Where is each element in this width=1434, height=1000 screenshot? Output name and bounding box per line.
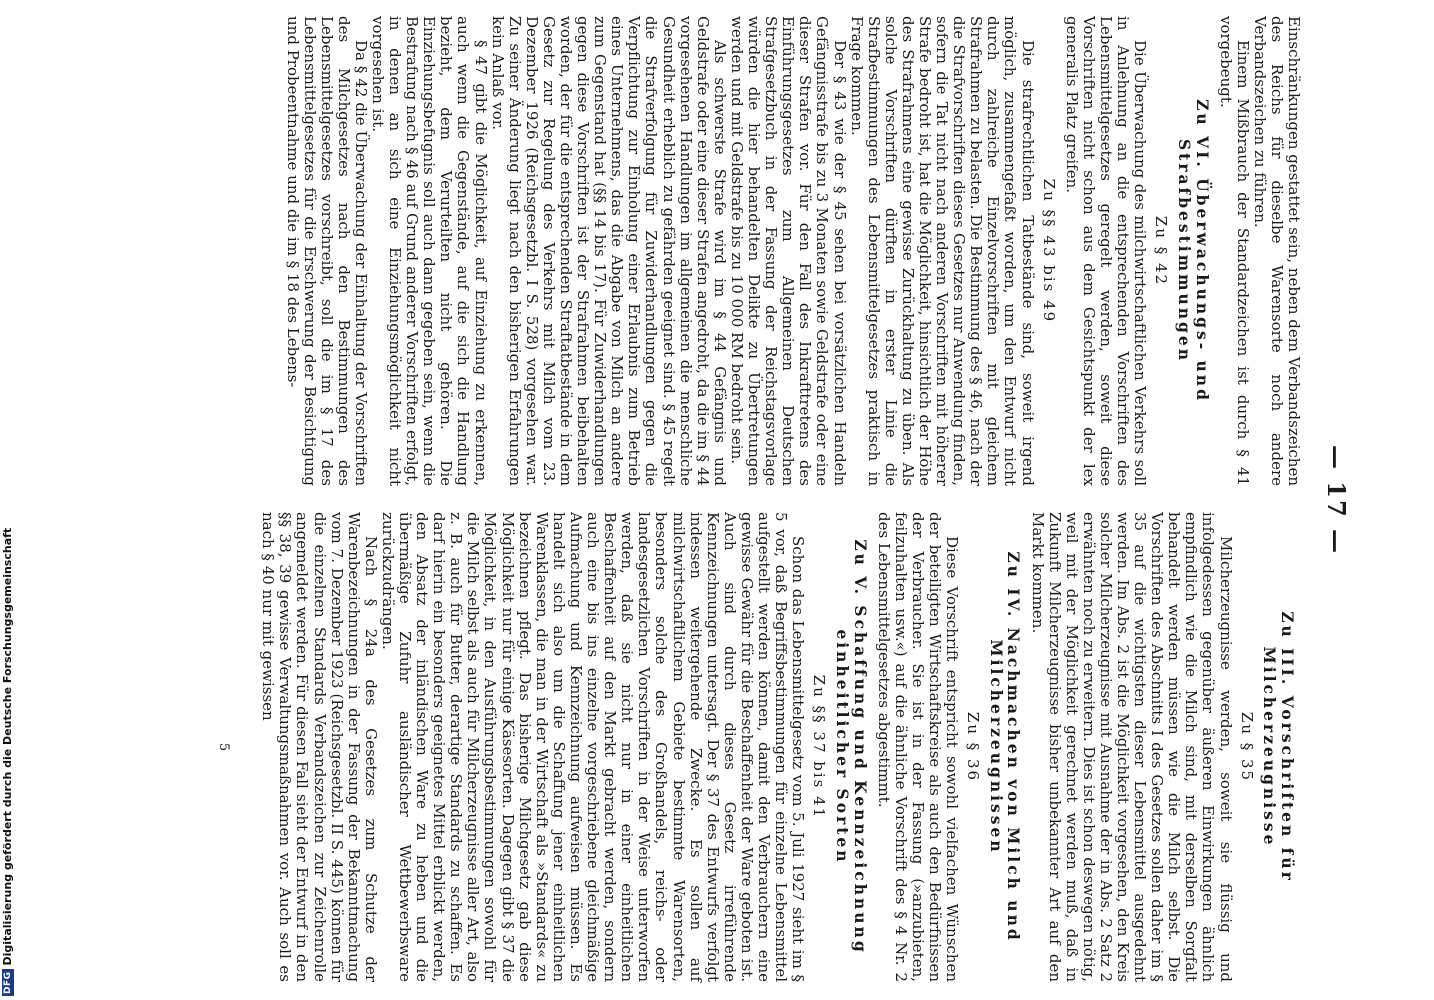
- scanned-page: [110, 0, 1360, 1000]
- paragraph: Einschränkungen gestattet sein, neben dem Verbandszeichen des Reichs für dieselbe Warensorte noch andere Verbandszeichen zu führen.: [1250, 16, 1303, 486]
- page-number: — 17 —: [1322, 444, 1351, 556]
- credit-text: Digitalisierung gefördert durch die Deutsche Forschungsgemeinschaft: [1, 527, 14, 966]
- section-heading: Zu IV. Nachmachen von Milch und Milcherzeugnissen: [986, 551, 1024, 943]
- section-subheading: Zu § 42: [1152, 215, 1171, 287]
- paragraph: § 47 gibt die Möglichkeit, auf Einziehung zu erkennen, auch wenn die Gegenstände, auf die sich die Handlung bezieht, dem Verurteilten nicht gehören. Die Einziehungsbefugnis soll auch dann gegeben sein, wenn die Bestrafung nach § 46 auf Grund anderer Vorschriften erfolgt, in denen an sich eine Einziehungsmöglichkeit nicht vorgesehen ist.: [369, 16, 490, 486]
- paragraph: Die strafrechtlichen Tatbestände sind, soweit irgend möglich, zusammengefaßt worden, um den Entwurf nicht durch zahlreiche Einzelvorschriften mit gleichem Strafrahmen zu belasten. Die Bestimmung des § 46, nach der die Strafvorschriften dieses Gesetzes nur Anwendung finden, sofern die Tat nicht nach anderen Vorschriften mit höherer Strafe bedroht ist, hat die Möglichkeit, hinsichtlich der Höhe des Strafrahmens eine gewisse Zurückhaltung zu üben. Als solche Vorschriften dürften in erster Linie die Strafbestimmungen des Lebensmittelgesetzes praktisch in Frage kommen.: [847, 16, 1037, 486]
- section-heading: Zu III. Vorschriften für Milcherzeugnisse: [1260, 611, 1297, 883]
- section-subheading: Zu § 36: [964, 711, 983, 783]
- paragraph: Schon das Lebensmittelgesetz vom 5. Juli 1927 sieht im § 5 vor, daß Begriffsbestimmungen für einzelne Lebensmittel aufgestellt werden können, damit den Verbrauchern eine gewisse Gewähr für die Beschaffenheit der Ware geboten ist. Auch sind durch dieses Gesetz irreführende Kennzeichnungen untersagt. Der § 37 des Entwurfs verfolgt indessen weitergehende Zwecke. Es sollen auf milchwirtschaftlichem Gebiete bestimmte Warensorten, besonders solche des Großhandels, reichs- oder landesgesetzlichen Vorschriften in der Weise unterworfen werden, daß sie nicht nur in einer einheitlichen Beschaffenheit auf den Markt gebracht werden, sondern auch eine bis ins einzelne vorgeschriebene gleichmäßige Aufmachung und Kennzeichnung aufweisen müssen. Es handelt sich also um die Schaffung jener einheitlichen Warenklassen, die man in der Wirtschaft als »Standards« zu bezeichnen pflegt. Das bisherige Milchgesetz gab diese Möglichkeit nur für einige Käsesorten. Dagegen gibt § 37 die Möglichkeit, in den Ausführungsbestimmungen sowohl für die Milch selbst als auch für Milcherzeugnisse aller Art, also z. B. auch für Butter, derartige Standards zu schaffen. Es darf hierin ein besonders geeignetes Mittel erblickt werden, den Absatz der inländischen Ware zu heben und die übermäßige Zufuhr ausländischer Wettbewerbsware zurückzudrängen.: [378, 512, 808, 982]
- paragraph: Diese Vorschrift entspricht sowohl vielfachen Wünschen der beteiligten Wirtschaftskreise als auch den Bedürfnissen der Verbraucher. Sie ist in der Fassung (»anzubieten, feilzuhalten usw.«) auf die ähnliche Vorschrift des § 4 Nr. 2 des Lebensmittelgesetzes abgestimmt.: [874, 512, 962, 982]
- paragraph: Milcherzeugnisse werden, soweit sie flüssig und infolgedessen gegenüber äußeren Einwirkungen ähnlich empfindlich wie die Milch sind, mit derselben Sorgfalt behandelt werden müssen wie die Milch selbst. Die Vorschriften des Abschnitts I des Gesetzes sollen daher im § 35 auf die wichtigsten dieser Lebensmittel ausgedehnt werden. Im Abs. 2 ist die Möglichkeit vorgesehen, den Kreis solcher Milcherzeugnisse mit Ausnahme der in Abs. 2 Satz 2 erwähnten noch zu erweitern. Dies ist schon deswegen nötig, weil mit der Möglichkeit gerechnet werden muß, daß in Zukunft Milcherzeugnisse bisher unbekannter Art auf den Markt kommen.: [1028, 512, 1235, 982]
- paragraph: Nach § 24a des Gesetzes zum Schutze der Warenbezeichnungen in der Fassung der Bekanntmachung vom 7. Dezember 1923 (Reichsgesetzbl. II S. 445) können für die einzelnen Standards Verbandszeichen zur Zeichenrolle angemeldet werden. Für diesen Fall sieht der Entwurf in den §§ 38, 39 gewisse Verwaltungsmaßnahmen vor. Auch soll es nach § 40 nur mit gewissen: [259, 512, 380, 982]
- paragraph: Einem Mißbrauch der Standardzeichen ist durch § 41 vorgebeugt.: [1216, 16, 1252, 486]
- section-subheading: Zu §§ 37 bis 41: [810, 674, 829, 820]
- section-heading: Zu V. Schaffung und Kennzeichnung einheitlicher Sorten: [832, 539, 870, 955]
- section-subheading: Zu §§ 43 bis 49: [1039, 178, 1058, 324]
- dfg-logo: DFG: [2, 971, 13, 994]
- right-column: [259, 512, 1302, 982]
- paragraph: Da § 42 die Überwachung der Einhaltung der Vorschriften des Milchgesetzes nach den Bestimmungen des Lebensmittelgesetzes vorschreibt, soll die im § 17 des Lebensmittelgesetzes für die Erschwerung der Besichtigung und Probeentnahme und die im § 18 des Lebens-: [283, 16, 370, 486]
- paragraph: Als schwerste Strafe wird im § 44 Gefängnis und Geldstrafe oder eine dieser Strafen angedroht, da die im § 44 vorgesehenen Handlungen im allgemeinen die menschliche Gesundheit erheblich zu gefährden geeignet sind. § 45 regelt die Strafverfolgung für Zuwiderhandlungen gegen die Verpflichtung zur Einholung einer Erlaubnis zum Betrieb eines Unternehmens, das die Abgabe von Milch an andere zum Gegenstand hat (§§ 14 bis 17). Für Zuwiderhandlungen gegen diese Vorschriften ist der Strafrahmen beibehalten worden, der für die entsprechenden Straftatbestände in dem Gesetz zur Regelung des Verkehrs mit Milch vom 23. Dezember 1926 (Reichsgesetzbl. I S. 528) vorgesehen war. Zu seiner Änderung liegt nach den bisherigen Erfahrungen kein Anlaß vor.: [488, 16, 729, 486]
- left-column: [283, 16, 1302, 486]
- digitization-credit: [0, 0, 22, 1000]
- section-heading: Zu VI. Überwachungs- und Strafbestimmungen: [1174, 99, 1212, 403]
- paragraph: Die Überwachung des milchwirtschaftlichen Verkehrs soll in Anlehnung an die entsprechenden Vorschriften des Lebensmittelgesetzes geregelt werden, soweit diese Vorschriften nicht schon aus dem Gesichtspunkt der lex generalis Platz greifen.: [1062, 16, 1150, 486]
- paragraph: Der § 43 wie der § 45 sehen bei vorsätzlichen Handeln Gefängnisstrafe bis zu 3 Monaten sowie Geldstrafe oder eine dieser Strafen vor. Für den Fall des Inkrafttretens des Einführungsgesetzes zum Allgemeinen Deutschen Strafgesetzbuch in der Fassung der Reichstagsvorlage würden die hier behandelten Delikte zu Übertretungen werden und mit Geldstrafe bis zu 10 000 RM bedroht sein.: [727, 16, 849, 486]
- credit-line: [1, 0, 14, 1000]
- signature-mark: 5: [216, 742, 231, 752]
- section-subheading: Zu § 35: [1237, 711, 1256, 783]
